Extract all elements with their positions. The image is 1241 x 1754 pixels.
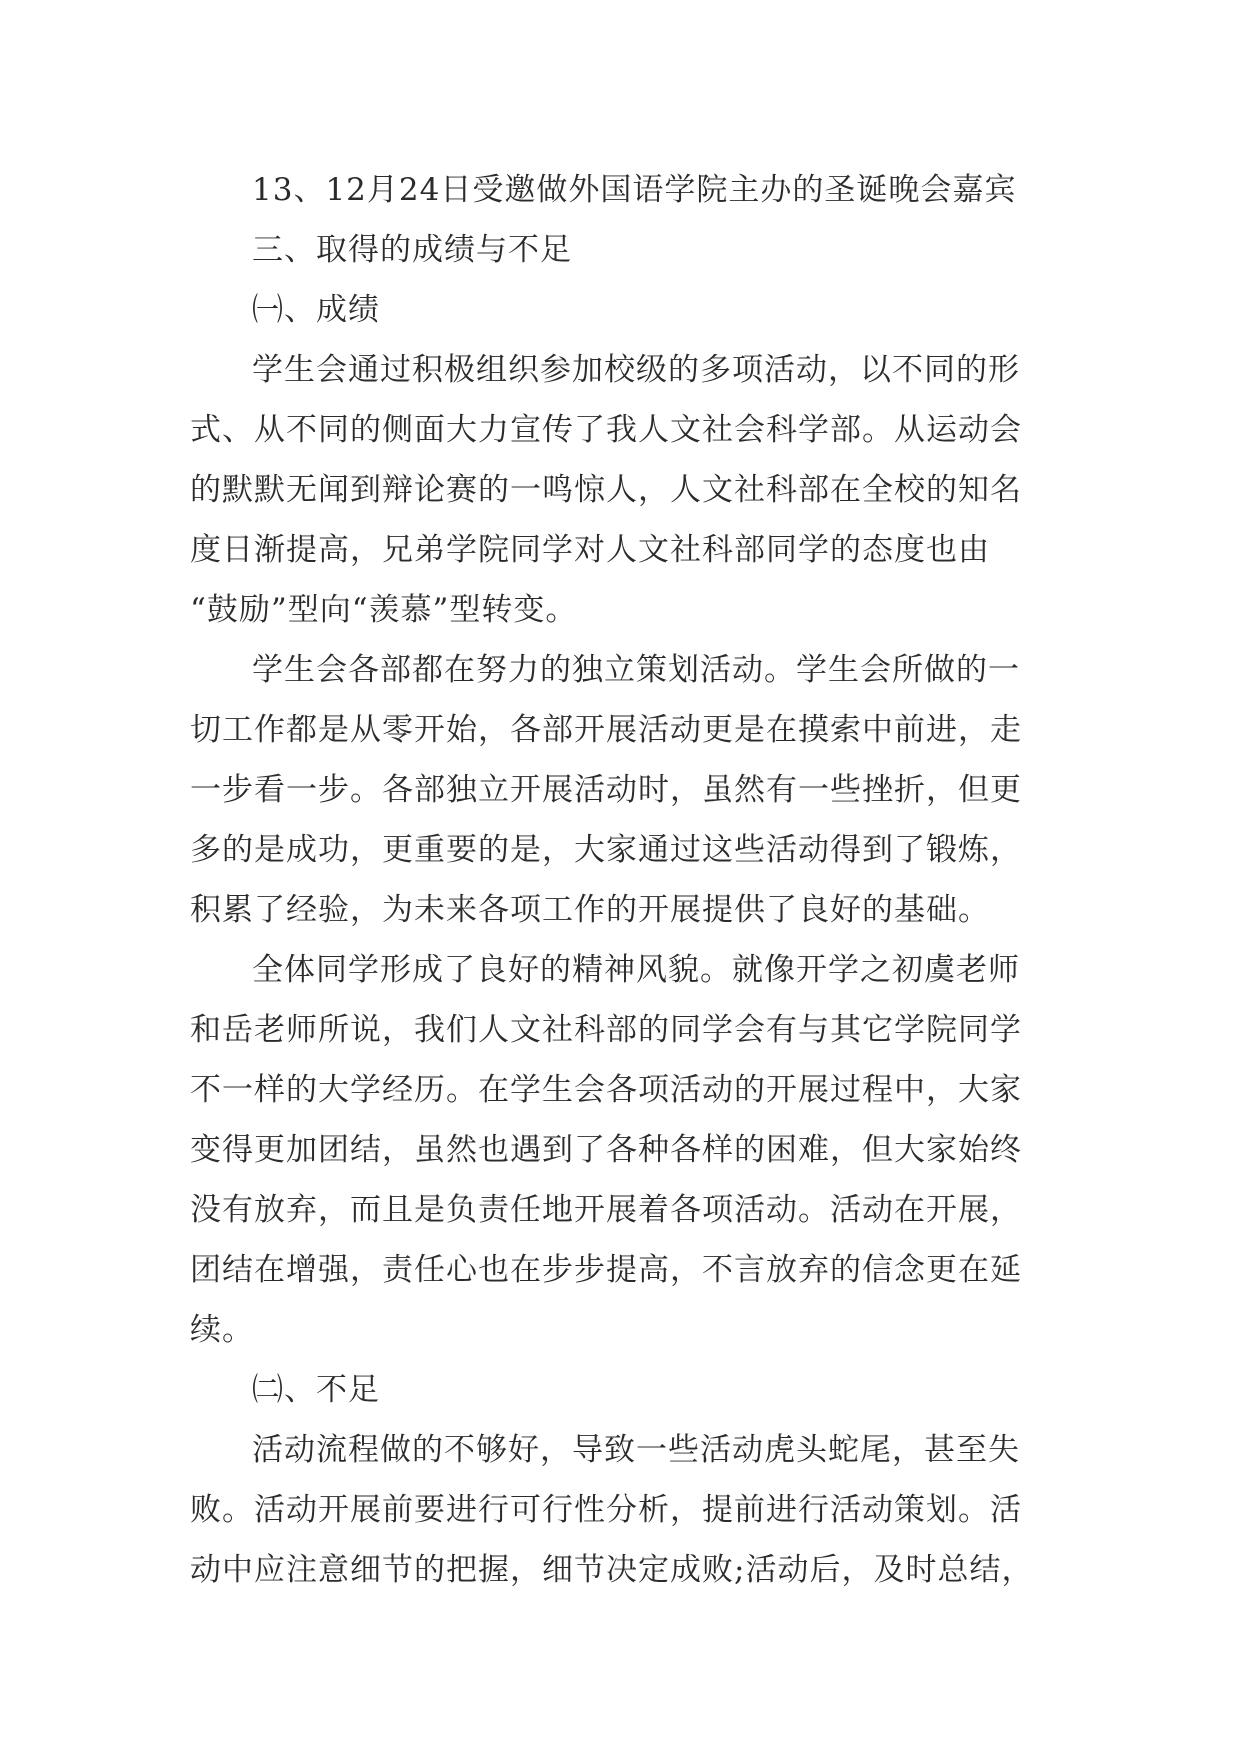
text-line: 学生会通过积极组织参加校级的多项活动，以不同的形	[252, 352, 1020, 388]
text-line: 全体同学形成了良好的精神风貌。就像开学之初虞老师	[252, 952, 1020, 988]
text-line: 变得更加团结，虽然也遇到了各种各样的困难，但大家始终	[190, 1132, 1022, 1168]
text-line: 度日渐提高，兄弟学院同学对人文社科部同学的态度也由	[190, 532, 990, 568]
text-line: 积累了经验，为未来各项工作的开展提供了良好的基础。	[190, 892, 990, 928]
text-line: 切工作都是从零开始，各部开展活动更是在摸索中前进，走	[190, 712, 1022, 748]
text-line: 13、12月24日受邀做外国语学院主办的圣诞晚会嘉宾	[252, 172, 1017, 208]
text-line: 和岳老师所说，我们人文社科部的同学会有与其它学院同学	[190, 1012, 1022, 1048]
text-line: 不一样的大学经历。在学生会各项活动的开展过程中，大家	[190, 1072, 1022, 1108]
text-line: 三、取得的成绩与不足	[252, 232, 572, 268]
text-line: 式、从不同的侧面大力宣传了我人文社会科学部。从运动会	[190, 412, 1022, 448]
text-line: 动中应注意细节的把握，细节决定成败;活动后，及时总结，	[190, 1552, 1034, 1588]
text-line: ㈠、成绩	[252, 292, 380, 328]
text-line: 一步看一步。各部独立开展活动时，虽然有一些挫折，但更	[190, 772, 1022, 808]
text-line: 团结在增强，责任心也在步步提高，不言放弃的信念更在延	[190, 1252, 1022, 1288]
text-line: 学生会各部都在努力的独立策划活动。学生会所做的一	[252, 652, 1020, 688]
text-line: “鼓励”型向“羡慕”型转变。	[190, 592, 578, 628]
text-line: 败。活动开展前要进行可行性分析，提前进行活动策划。活	[190, 1492, 1022, 1528]
text-line: ㈡、不足	[252, 1372, 380, 1408]
text-line: 的默默无闻到辩论赛的一鸣惊人，人文社科部在全校的知名	[190, 472, 1022, 508]
text-line: 多的是成功，更重要的是，大家通过这些活动得到了锻炼，	[190, 832, 1022, 868]
text-line: 没有放弃，而且是负责任地开展着各项活动。活动在开展，	[190, 1192, 1022, 1228]
text-line: 续。	[190, 1312, 254, 1348]
document-body	[190, 160, 1060, 1600]
text-line: 活动流程做的不够好，导致一些活动虎头蛇尾，甚至失	[252, 1432, 1020, 1468]
